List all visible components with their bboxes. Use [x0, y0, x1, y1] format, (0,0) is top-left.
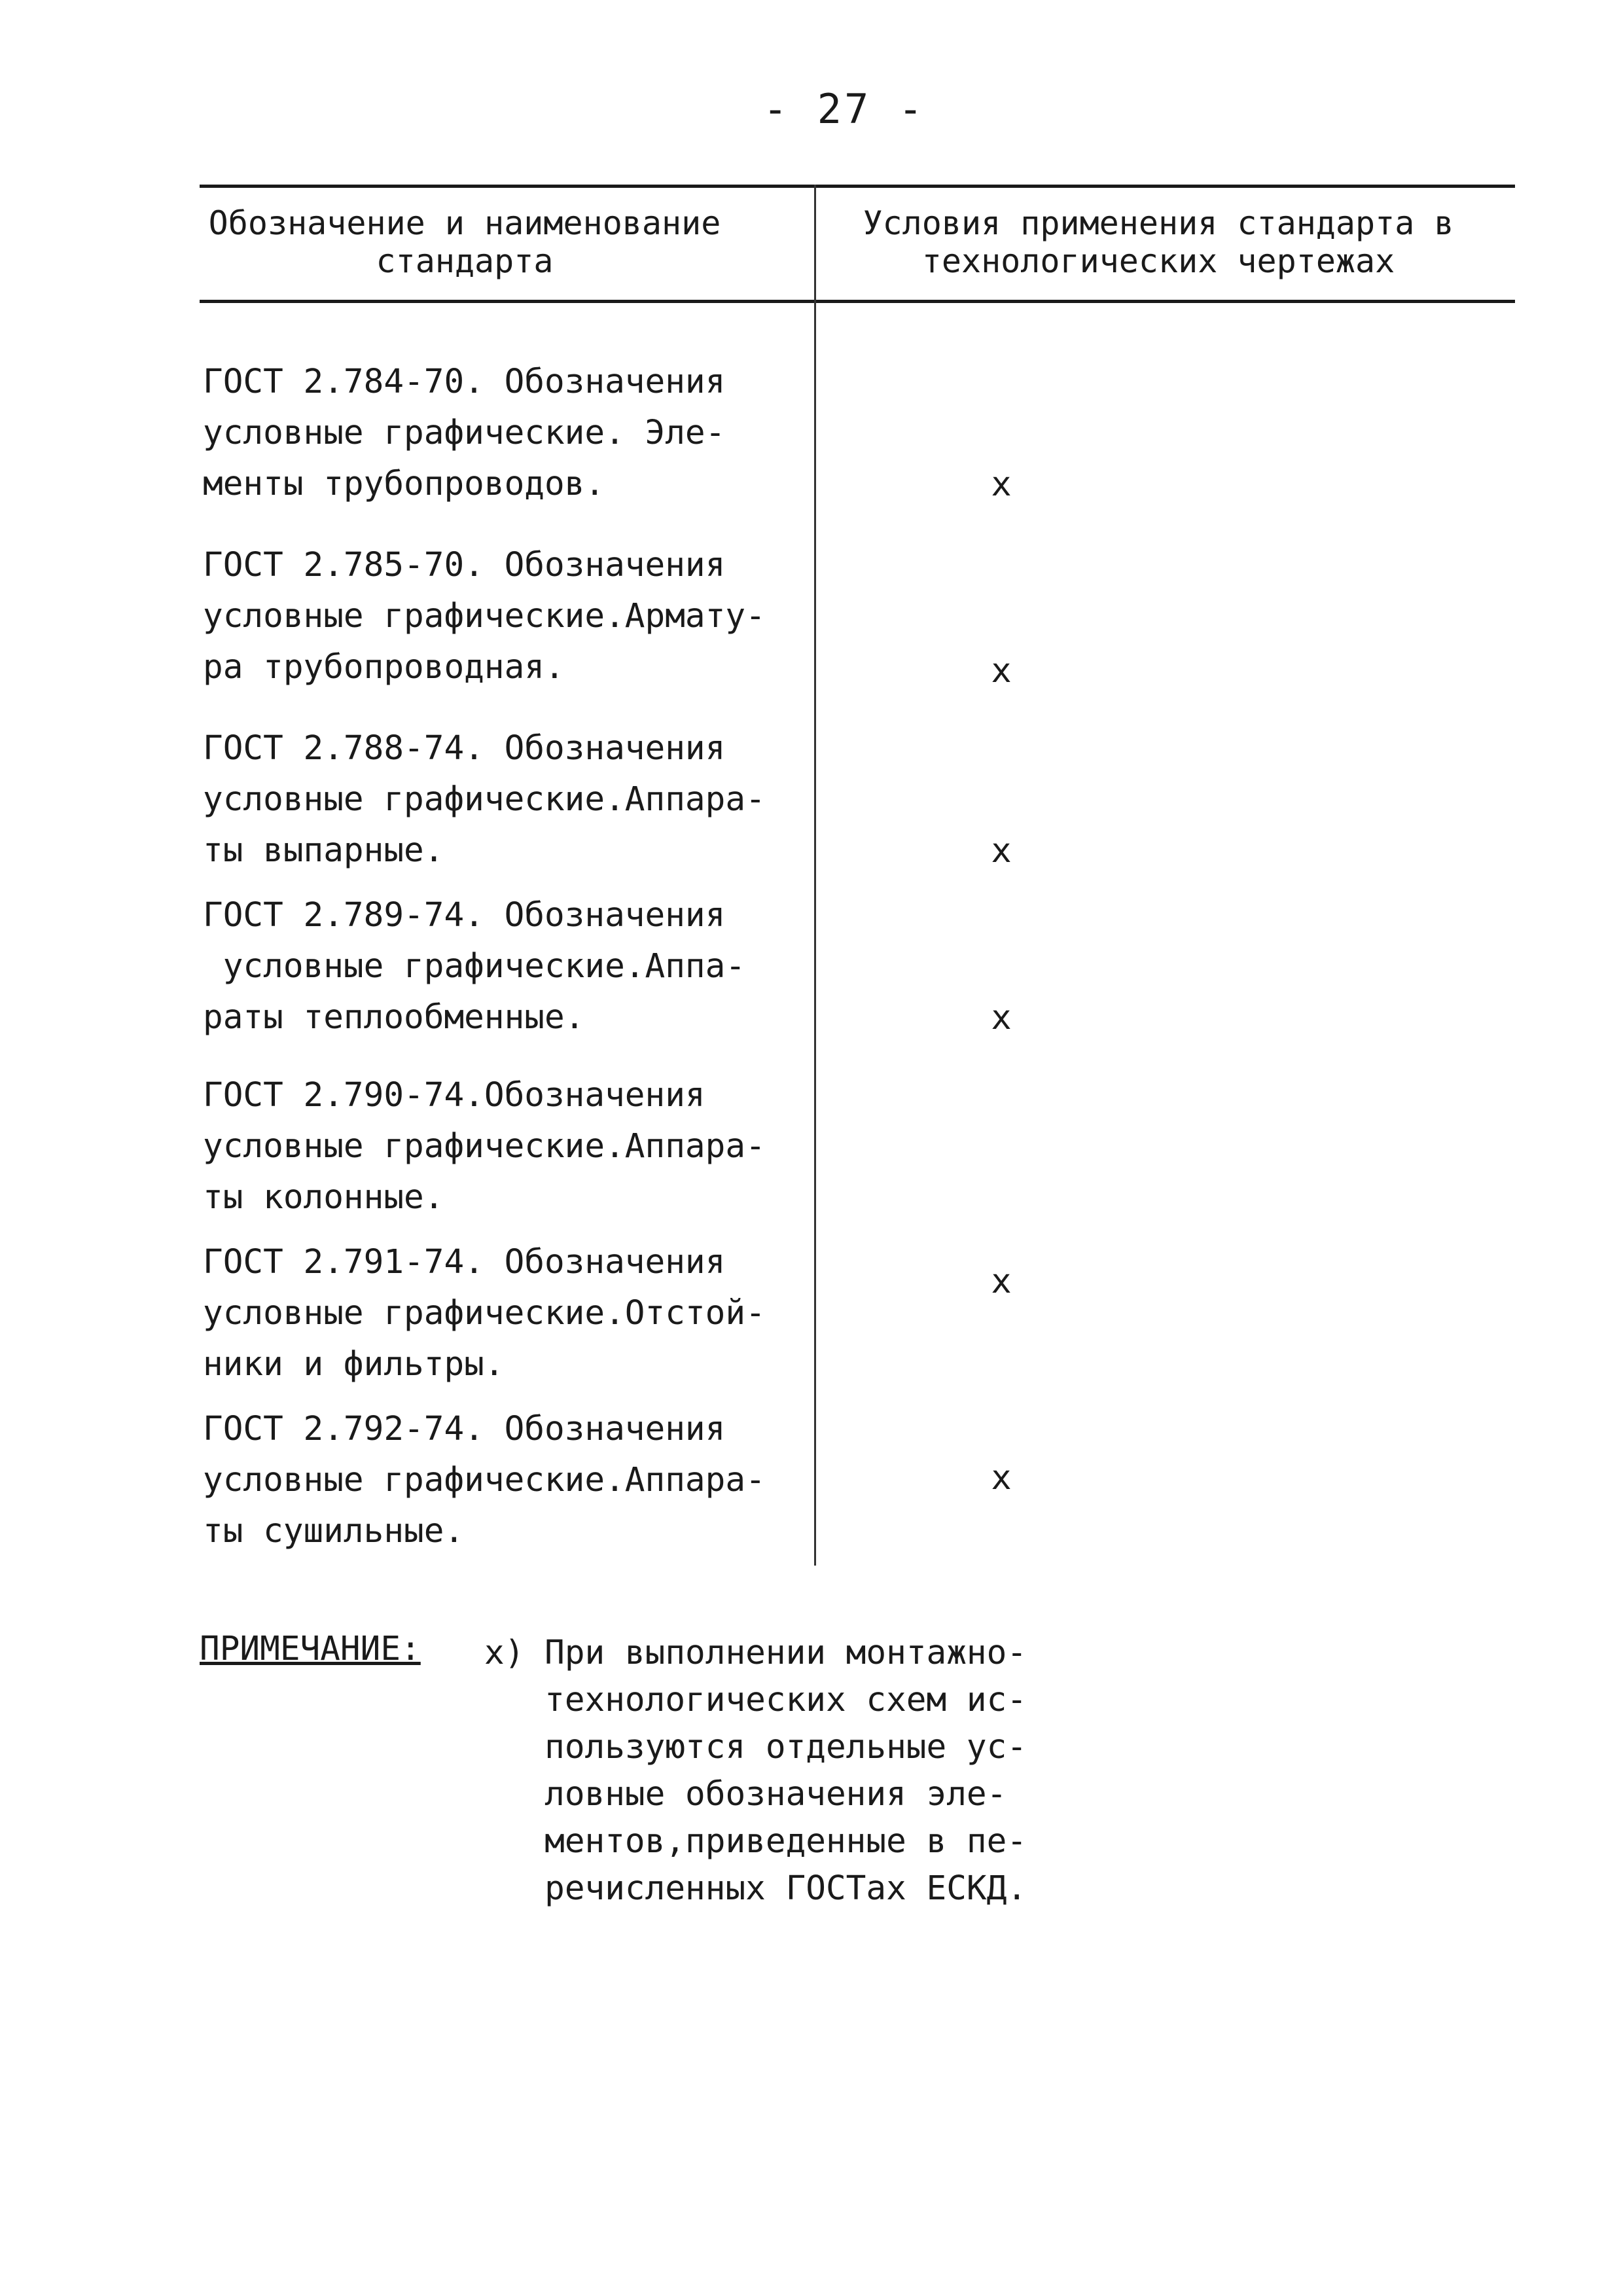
table-row-standard: ГОСТ 2.788-74. Обозначения условные графические.Аппара- ты выпарные. — [203, 729, 766, 870]
table-row-mark: x — [991, 831, 1012, 870]
table-row-mark: x — [991, 1262, 1012, 1301]
table-row-standard: ГОСТ 2.784-70. Обозначения условные графические. Эле- менты трубопроводов. — [203, 363, 726, 503]
table-row-standard: ГОСТ 2.792-74. Обозначения условные графические.Аппара- ты сушильные. — [203, 1410, 766, 1551]
table-top-rule — [200, 185, 1515, 188]
table-header-rule — [200, 300, 1515, 303]
table-row-standard: ГОСТ 2.785-70. Обозначения условные графические.Армату- ра трубопроводная. — [203, 546, 766, 687]
table-row-standard: ГОСТ 2.790-74.Обозначения условные графические.Аппара- ты колонные. — [203, 1076, 766, 1217]
page-number: - 27 - — [763, 85, 925, 133]
note-label: ПРИМЕЧАНИЕ: — [200, 1630, 421, 1668]
table-row-mark: x — [991, 1458, 1012, 1498]
table-row-standard: ГОСТ 2.789-74. Обозначения условные графические.Аппа- раты теплообменные. — [203, 896, 746, 1037]
table-row-standard: ГОСТ 2.791-74. Обозначения условные графические.Отстой- ники и фильтры. — [203, 1243, 766, 1384]
table-row-mark: x — [991, 651, 1012, 691]
column-header-conditions: Условия применения стандарта в технологических чертежах — [863, 204, 1454, 280]
column-header-standard: Обозначение и наименование стандарта — [208, 204, 721, 280]
note-text: x) При выполнении монтажно- технологических схем ис- пользуются отдельные ус- ловные обозначения эле- ментов,приведенные в пе- речисленных ГОСТах ЕСКД. — [484, 1634, 1027, 1908]
table-column-divider — [814, 185, 816, 1566]
table-row-mark: x — [991, 465, 1012, 504]
table-row-mark: x — [991, 998, 1012, 1037]
